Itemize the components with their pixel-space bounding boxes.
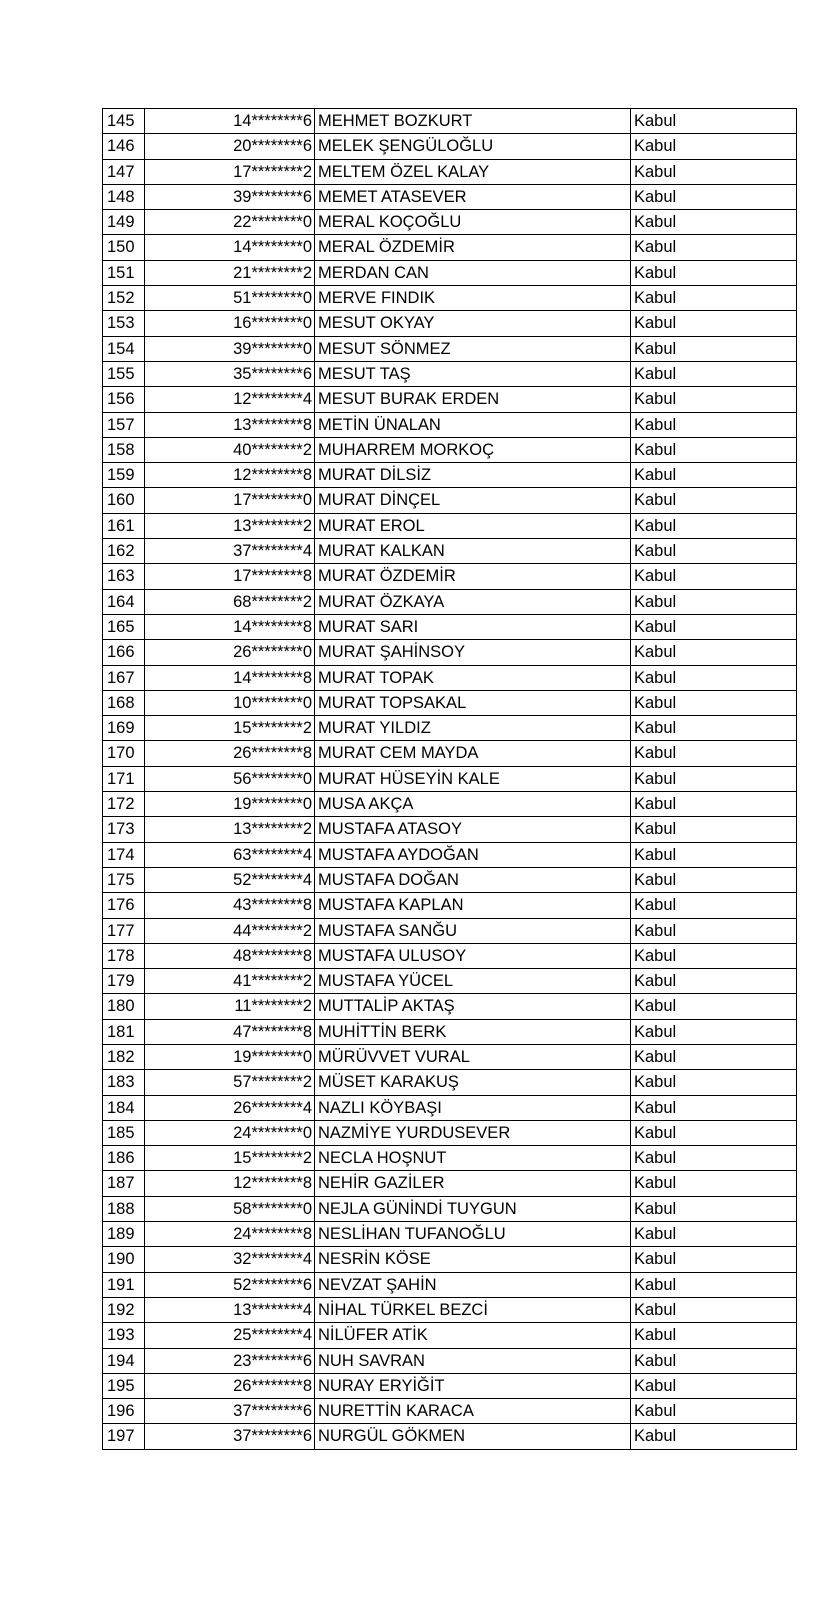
id-number-cell: 48********8 bbox=[145, 943, 315, 968]
row-number-cell: 193 bbox=[103, 1323, 145, 1348]
row-number-cell: 197 bbox=[103, 1424, 145, 1449]
table-row bbox=[103, 210, 797, 235]
full-name-cell: MESUT OKYAY bbox=[315, 311, 631, 336]
full-name-cell: NİHAL TÜRKEL BEZCİ bbox=[315, 1297, 631, 1322]
table-row bbox=[103, 109, 797, 134]
full-name-cell: MESUT TAŞ bbox=[315, 361, 631, 386]
full-name-cell: MUHİTTİN BERK bbox=[315, 1019, 631, 1044]
full-name-cell: NİLÜFER ATİK bbox=[315, 1323, 631, 1348]
id-number-cell: 13********2 bbox=[145, 513, 315, 538]
status-cell: Kabul bbox=[631, 589, 797, 614]
id-number-cell: 63********4 bbox=[145, 842, 315, 867]
status-cell: Kabul bbox=[631, 235, 797, 260]
id-number-cell: 19********0 bbox=[145, 792, 315, 817]
status-cell: Kabul bbox=[631, 311, 797, 336]
full-name-cell: MURAT ŞAHİNSOY bbox=[315, 640, 631, 665]
row-number-cell: 190 bbox=[103, 1247, 145, 1272]
status-cell: Kabul bbox=[631, 1196, 797, 1221]
table-row bbox=[103, 336, 797, 361]
row-number-cell: 184 bbox=[103, 1095, 145, 1120]
table-row bbox=[103, 488, 797, 513]
table-row bbox=[103, 286, 797, 311]
table-row bbox=[103, 665, 797, 690]
full-name-cell: MUSA AKÇA bbox=[315, 792, 631, 817]
id-number-cell: 13********4 bbox=[145, 1297, 315, 1322]
row-number-cell: 185 bbox=[103, 1120, 145, 1145]
table-row bbox=[103, 1348, 797, 1373]
status-cell: Kabul bbox=[631, 716, 797, 741]
table-row bbox=[103, 134, 797, 159]
full-name-cell: NEVZAT ŞAHİN bbox=[315, 1272, 631, 1297]
full-name-cell: NECLA HOŞNUT bbox=[315, 1146, 631, 1171]
full-name-cell: MUHARREM MORKOÇ bbox=[315, 437, 631, 462]
status-cell: Kabul bbox=[631, 1272, 797, 1297]
id-number-cell: 26********0 bbox=[145, 640, 315, 665]
status-cell: Kabul bbox=[631, 969, 797, 994]
status-cell: Kabul bbox=[631, 513, 797, 538]
table-row bbox=[103, 640, 797, 665]
id-number-cell: 12********4 bbox=[145, 387, 315, 412]
full-name-cell: MURAT HÜSEYİN KALE bbox=[315, 766, 631, 791]
status-cell: Kabul bbox=[631, 1070, 797, 1095]
table-row bbox=[103, 387, 797, 412]
id-number-cell: 12********8 bbox=[145, 1171, 315, 1196]
result-table bbox=[102, 108, 797, 1450]
id-number-cell: 47********8 bbox=[145, 1019, 315, 1044]
id-number-cell: 21********2 bbox=[145, 260, 315, 285]
full-name-cell: MÜSET KARAKUŞ bbox=[315, 1070, 631, 1095]
status-cell: Kabul bbox=[631, 109, 797, 134]
row-number-cell: 150 bbox=[103, 235, 145, 260]
row-number-cell: 180 bbox=[103, 994, 145, 1019]
table-row bbox=[103, 437, 797, 462]
status-cell: Kabul bbox=[631, 665, 797, 690]
full-name-cell: MURAT DİNÇEL bbox=[315, 488, 631, 513]
table-row bbox=[103, 867, 797, 892]
id-number-cell: 15********2 bbox=[145, 1146, 315, 1171]
row-number-cell: 162 bbox=[103, 539, 145, 564]
full-name-cell: MUSTAFA AYDOĞAN bbox=[315, 842, 631, 867]
full-name-cell: MESUT BURAK ERDEN bbox=[315, 387, 631, 412]
full-name-cell: MELEK ŞENGÜLOĞLU bbox=[315, 134, 631, 159]
row-number-cell: 153 bbox=[103, 311, 145, 336]
full-name-cell: MUSTAFA YÜCEL bbox=[315, 969, 631, 994]
table-row bbox=[103, 1424, 797, 1449]
full-name-cell: MURAT KALKAN bbox=[315, 539, 631, 564]
id-number-cell: 58********0 bbox=[145, 1196, 315, 1221]
full-name-cell: MURAT EROL bbox=[315, 513, 631, 538]
status-cell: Kabul bbox=[631, 210, 797, 235]
id-number-cell: 43********8 bbox=[145, 893, 315, 918]
status-cell: Kabul bbox=[631, 1297, 797, 1322]
id-number-cell: 24********0 bbox=[145, 1120, 315, 1145]
id-number-cell: 15********2 bbox=[145, 716, 315, 741]
row-number-cell: 157 bbox=[103, 412, 145, 437]
row-number-cell: 145 bbox=[103, 109, 145, 134]
id-number-cell: 14********0 bbox=[145, 235, 315, 260]
row-number-cell: 174 bbox=[103, 842, 145, 867]
row-number-cell: 156 bbox=[103, 387, 145, 412]
table-row bbox=[103, 690, 797, 715]
row-number-cell: 171 bbox=[103, 766, 145, 791]
table-row bbox=[103, 1070, 797, 1095]
full-name-cell: MEHMET BOZKURT bbox=[315, 109, 631, 134]
full-name-cell: MERAL KOÇOĞLU bbox=[315, 210, 631, 235]
status-cell: Kabul bbox=[631, 539, 797, 564]
id-number-cell: 11********2 bbox=[145, 994, 315, 1019]
table-row bbox=[103, 766, 797, 791]
table-row bbox=[103, 361, 797, 386]
id-number-cell: 35********6 bbox=[145, 361, 315, 386]
full-name-cell: NAZLI KÖYBAŞI bbox=[315, 1095, 631, 1120]
id-number-cell: 22********0 bbox=[145, 210, 315, 235]
full-name-cell: METİN ÜNALAN bbox=[315, 412, 631, 437]
id-number-cell: 26********8 bbox=[145, 741, 315, 766]
status-cell: Kabul bbox=[631, 134, 797, 159]
table-row bbox=[103, 1247, 797, 1272]
full-name-cell: NURETTİN KARACA bbox=[315, 1399, 631, 1424]
full-name-cell: MELTEM ÖZEL KALAY bbox=[315, 159, 631, 184]
table-row bbox=[103, 817, 797, 842]
status-cell: Kabul bbox=[631, 842, 797, 867]
row-number-cell: 183 bbox=[103, 1070, 145, 1095]
id-number-cell: 10********0 bbox=[145, 690, 315, 715]
row-number-cell: 178 bbox=[103, 943, 145, 968]
status-cell: Kabul bbox=[631, 943, 797, 968]
row-number-cell: 192 bbox=[103, 1297, 145, 1322]
status-cell: Kabul bbox=[631, 361, 797, 386]
row-number-cell: 173 bbox=[103, 817, 145, 842]
full-name-cell: MUSTAFA SANĞU bbox=[315, 918, 631, 943]
full-name-cell: NEHİR GAZİLER bbox=[315, 1171, 631, 1196]
row-number-cell: 187 bbox=[103, 1171, 145, 1196]
full-name-cell: MURAT TOPAK bbox=[315, 665, 631, 690]
table-row bbox=[103, 969, 797, 994]
id-number-cell: 52********6 bbox=[145, 1272, 315, 1297]
full-name-cell: MURAT YILDIZ bbox=[315, 716, 631, 741]
result-table-body bbox=[103, 109, 797, 1450]
status-cell: Kabul bbox=[631, 1120, 797, 1145]
full-name-cell: MURAT CEM MAYDA bbox=[315, 741, 631, 766]
status-cell: Kabul bbox=[631, 1348, 797, 1373]
table-row bbox=[103, 1373, 797, 1398]
status-cell: Kabul bbox=[631, 564, 797, 589]
full-name-cell: MURAT TOPSAKAL bbox=[315, 690, 631, 715]
row-number-cell: 161 bbox=[103, 513, 145, 538]
full-name-cell: MUSTAFA DOĞAN bbox=[315, 867, 631, 892]
status-cell: Kabul bbox=[631, 614, 797, 639]
id-number-cell: 68********2 bbox=[145, 589, 315, 614]
id-number-cell: 56********0 bbox=[145, 766, 315, 791]
table-row bbox=[103, 311, 797, 336]
table-row bbox=[103, 1120, 797, 1145]
full-name-cell: MUTTALİP AKTAŞ bbox=[315, 994, 631, 1019]
table-row bbox=[103, 1044, 797, 1069]
id-number-cell: 17********8 bbox=[145, 564, 315, 589]
table-row bbox=[103, 716, 797, 741]
id-number-cell: 39********6 bbox=[145, 184, 315, 209]
full-name-cell: NESRİN KÖSE bbox=[315, 1247, 631, 1272]
table-row bbox=[103, 463, 797, 488]
row-number-cell: 155 bbox=[103, 361, 145, 386]
row-number-cell: 175 bbox=[103, 867, 145, 892]
full-name-cell: MEMET ATASEVER bbox=[315, 184, 631, 209]
table-row bbox=[103, 1171, 797, 1196]
table-row bbox=[103, 741, 797, 766]
row-number-cell: 182 bbox=[103, 1044, 145, 1069]
full-name-cell: NESLİHAN TUFANOĞLU bbox=[315, 1222, 631, 1247]
row-number-cell: 167 bbox=[103, 665, 145, 690]
id-number-cell: 57********2 bbox=[145, 1070, 315, 1095]
status-cell: Kabul bbox=[631, 918, 797, 943]
status-cell: Kabul bbox=[631, 336, 797, 361]
row-number-cell: 151 bbox=[103, 260, 145, 285]
row-number-cell: 186 bbox=[103, 1146, 145, 1171]
full-name-cell: NEJLA GÜNİNDİ TUYGUN bbox=[315, 1196, 631, 1221]
row-number-cell: 148 bbox=[103, 184, 145, 209]
row-number-cell: 170 bbox=[103, 741, 145, 766]
status-cell: Kabul bbox=[631, 1247, 797, 1272]
status-cell: Kabul bbox=[631, 893, 797, 918]
table-row bbox=[103, 1095, 797, 1120]
row-number-cell: 172 bbox=[103, 792, 145, 817]
row-number-cell: 188 bbox=[103, 1196, 145, 1221]
id-number-cell: 13********8 bbox=[145, 412, 315, 437]
table-row bbox=[103, 1146, 797, 1171]
status-cell: Kabul bbox=[631, 463, 797, 488]
full-name-cell: MERAL ÖZDEMİR bbox=[315, 235, 631, 260]
full-name-cell: MERDAN CAN bbox=[315, 260, 631, 285]
status-cell: Kabul bbox=[631, 387, 797, 412]
id-number-cell: 16********0 bbox=[145, 311, 315, 336]
id-number-cell: 52********4 bbox=[145, 867, 315, 892]
table-row bbox=[103, 893, 797, 918]
status-cell: Kabul bbox=[631, 867, 797, 892]
id-number-cell: 17********0 bbox=[145, 488, 315, 513]
table-row bbox=[103, 1196, 797, 1221]
table-row bbox=[103, 589, 797, 614]
id-number-cell: 51********0 bbox=[145, 286, 315, 311]
status-cell: Kabul bbox=[631, 1373, 797, 1398]
row-number-cell: 176 bbox=[103, 893, 145, 918]
row-number-cell: 146 bbox=[103, 134, 145, 159]
full-name-cell: MURAT DİLSİZ bbox=[315, 463, 631, 488]
table-row bbox=[103, 943, 797, 968]
id-number-cell: 40********2 bbox=[145, 437, 315, 462]
id-number-cell: 14********8 bbox=[145, 665, 315, 690]
id-number-cell: 19********0 bbox=[145, 1044, 315, 1069]
status-cell: Kabul bbox=[631, 488, 797, 513]
status-cell: Kabul bbox=[631, 640, 797, 665]
status-cell: Kabul bbox=[631, 1222, 797, 1247]
table-row bbox=[103, 159, 797, 184]
row-number-cell: 149 bbox=[103, 210, 145, 235]
id-number-cell: 37********6 bbox=[145, 1399, 315, 1424]
full-name-cell: MUSTAFA ATASOY bbox=[315, 817, 631, 842]
row-number-cell: 194 bbox=[103, 1348, 145, 1373]
table-row bbox=[103, 539, 797, 564]
status-cell: Kabul bbox=[631, 184, 797, 209]
full-name-cell: NAZMİYE YURDUSEVER bbox=[315, 1120, 631, 1145]
row-number-cell: 158 bbox=[103, 437, 145, 462]
status-cell: Kabul bbox=[631, 159, 797, 184]
full-name-cell: MUSTAFA KAPLAN bbox=[315, 893, 631, 918]
table-row bbox=[103, 614, 797, 639]
full-name-cell: MERVE FINDIK bbox=[315, 286, 631, 311]
id-number-cell: 39********0 bbox=[145, 336, 315, 361]
full-name-cell: NURAY ERYİĞİT bbox=[315, 1373, 631, 1398]
status-cell: Kabul bbox=[631, 1424, 797, 1449]
id-number-cell: 41********2 bbox=[145, 969, 315, 994]
full-name-cell: MESUT SÖNMEZ bbox=[315, 336, 631, 361]
table-row bbox=[103, 792, 797, 817]
id-number-cell: 14********6 bbox=[145, 109, 315, 134]
row-number-cell: 166 bbox=[103, 640, 145, 665]
status-cell: Kabul bbox=[631, 1044, 797, 1069]
full-name-cell: MÜRÜVVET VURAL bbox=[315, 1044, 631, 1069]
table-row bbox=[103, 842, 797, 867]
id-number-cell: 37********6 bbox=[145, 1424, 315, 1449]
full-name-cell: MUSTAFA ULUSOY bbox=[315, 943, 631, 968]
full-name-cell: NURGÜL GÖKMEN bbox=[315, 1424, 631, 1449]
table-row bbox=[103, 1222, 797, 1247]
table-row bbox=[103, 513, 797, 538]
status-cell: Kabul bbox=[631, 792, 797, 817]
row-number-cell: 164 bbox=[103, 589, 145, 614]
status-cell: Kabul bbox=[631, 1323, 797, 1348]
row-number-cell: 181 bbox=[103, 1019, 145, 1044]
table-row bbox=[103, 994, 797, 1019]
full-name-cell: NUH SAVRAN bbox=[315, 1348, 631, 1373]
id-number-cell: 12********8 bbox=[145, 463, 315, 488]
id-number-cell: 37********4 bbox=[145, 539, 315, 564]
status-cell: Kabul bbox=[631, 1019, 797, 1044]
row-number-cell: 163 bbox=[103, 564, 145, 589]
status-cell: Kabul bbox=[631, 1146, 797, 1171]
id-number-cell: 17********2 bbox=[145, 159, 315, 184]
row-number-cell: 189 bbox=[103, 1222, 145, 1247]
status-cell: Kabul bbox=[631, 1095, 797, 1120]
full-name-cell: MURAT ÖZDEMİR bbox=[315, 564, 631, 589]
table-row bbox=[103, 1399, 797, 1424]
status-cell: Kabul bbox=[631, 741, 797, 766]
status-cell: Kabul bbox=[631, 690, 797, 715]
table-row bbox=[103, 918, 797, 943]
row-number-cell: 160 bbox=[103, 488, 145, 513]
id-number-cell: 44********2 bbox=[145, 918, 315, 943]
id-number-cell: 24********8 bbox=[145, 1222, 315, 1247]
table-row bbox=[103, 184, 797, 209]
full-name-cell: MURAT ÖZKAYA bbox=[315, 589, 631, 614]
row-number-cell: 191 bbox=[103, 1272, 145, 1297]
row-number-cell: 177 bbox=[103, 918, 145, 943]
status-cell: Kabul bbox=[631, 260, 797, 285]
id-number-cell: 26********8 bbox=[145, 1373, 315, 1398]
table-row bbox=[103, 1297, 797, 1322]
status-cell: Kabul bbox=[631, 766, 797, 791]
id-number-cell: 23********6 bbox=[145, 1348, 315, 1373]
status-cell: Kabul bbox=[631, 412, 797, 437]
full-name-cell: MURAT SARI bbox=[315, 614, 631, 639]
id-number-cell: 25********4 bbox=[145, 1323, 315, 1348]
table-row bbox=[103, 1323, 797, 1348]
row-number-cell: 165 bbox=[103, 614, 145, 639]
row-number-cell: 159 bbox=[103, 463, 145, 488]
row-number-cell: 179 bbox=[103, 969, 145, 994]
row-number-cell: 195 bbox=[103, 1373, 145, 1398]
table-row bbox=[103, 564, 797, 589]
id-number-cell: 13********2 bbox=[145, 817, 315, 842]
id-number-cell: 20********6 bbox=[145, 134, 315, 159]
row-number-cell: 196 bbox=[103, 1399, 145, 1424]
status-cell: Kabul bbox=[631, 286, 797, 311]
status-cell: Kabul bbox=[631, 994, 797, 1019]
row-number-cell: 154 bbox=[103, 336, 145, 361]
row-number-cell: 152 bbox=[103, 286, 145, 311]
status-cell: Kabul bbox=[631, 817, 797, 842]
status-cell: Kabul bbox=[631, 1399, 797, 1424]
id-number-cell: 14********8 bbox=[145, 614, 315, 639]
row-number-cell: 169 bbox=[103, 716, 145, 741]
status-cell: Kabul bbox=[631, 437, 797, 462]
table-row bbox=[103, 235, 797, 260]
id-number-cell: 32********4 bbox=[145, 1247, 315, 1272]
table-row bbox=[103, 1019, 797, 1044]
table-row bbox=[103, 260, 797, 285]
id-number-cell: 26********4 bbox=[145, 1095, 315, 1120]
row-number-cell: 147 bbox=[103, 159, 145, 184]
table-row bbox=[103, 412, 797, 437]
status-cell: Kabul bbox=[631, 1171, 797, 1196]
table-row bbox=[103, 1272, 797, 1297]
row-number-cell: 168 bbox=[103, 690, 145, 715]
